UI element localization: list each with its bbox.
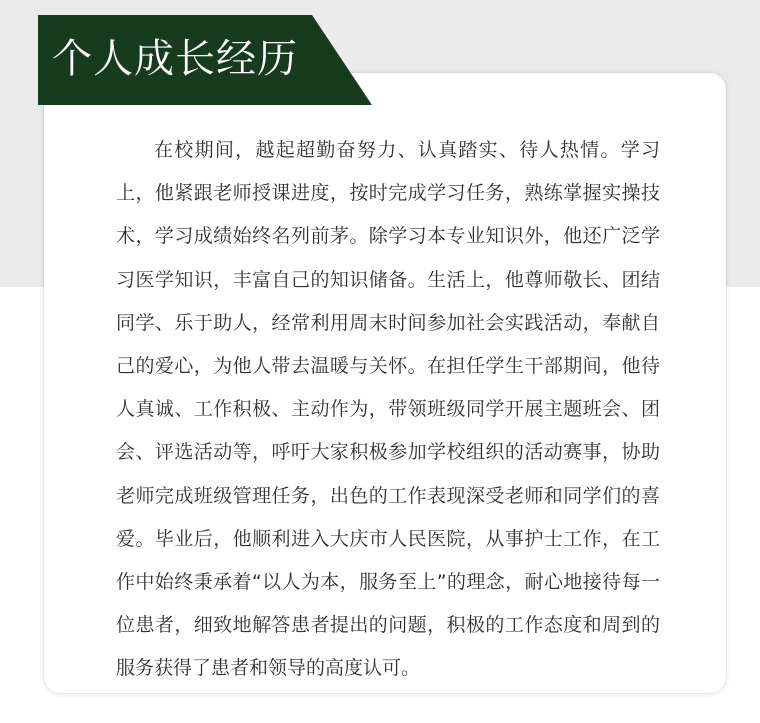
section-title: 个人成长经历: [52, 36, 298, 82]
biography-paragraph: 在校期间，越起超勤奋努力、认真踏实、待人热情。学习上，他紧跟老师授课进度，按时完成学习任务，熟练掌握实操技术，学习成绩始终名列前茅。除学习本专业知识外，他还广泛学习医学知识，丰富自己的知识储备。生活上，他尊师敬长、团结同学、乐于助人，经常利用周末时间参加社会实践活动，奉献自己的爱心，为他人带去温暖与关怀。在担任学生干部期间，他待人真诚、工作积极、主动作为，带领班级同学开展主题班会、团会、评选活动等，呼吁大家积极参加学校组织的活动赛事，协助老师完成班级管理任务，出色的工作表现深受老师和同学们的喜爱。毕业后，他顺利进入大庆市人民医院，从事护士工作，在工作中始终秉承着“以人为本，服务至上”的理念，耐心地接待每一位患者，细致地解答患者提出的问题，积极的工作态度和周到的服务获得了患者和领导的高度认可。: [116, 139, 660, 680]
